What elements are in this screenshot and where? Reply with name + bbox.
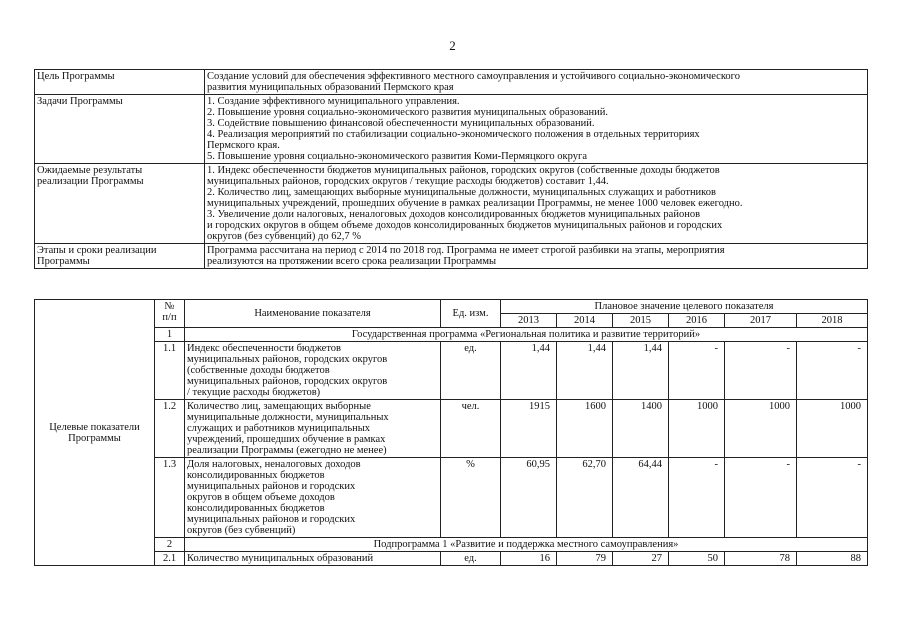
- header-unit-cell: Ед. изм.: [441, 300, 501, 328]
- value-cell: 1915: [501, 400, 557, 458]
- passport-text-line: муниципальных районов, городских округов / текущие расходы бюджетов) составит 1,44.: [207, 176, 609, 187]
- indicator-row: [35, 458, 868, 538]
- unit-cell: %: [441, 458, 501, 538]
- indicator-name-line: / текущие расходы бюджетов): [187, 387, 321, 398]
- passport-value-cell: [205, 244, 868, 269]
- passport-label-cell: [35, 70, 205, 95]
- group-title-cell: Государственная программа «Региональная политика и развитие территорий»: [185, 328, 868, 342]
- passport-value-cell: [205, 164, 868, 244]
- passport-row: [35, 70, 868, 95]
- value-cell: 1000: [725, 400, 797, 458]
- passport-text-line: округов (без субвенций) до 62,7 %: [207, 231, 361, 242]
- indicator-name-line: муниципальных районов и городских: [187, 514, 356, 525]
- value-cell: -: [725, 458, 797, 538]
- indicator-name-cell: [185, 342, 441, 400]
- indicator-name-cell: [185, 552, 441, 566]
- indicator-name-line: округов (без субвенций): [187, 525, 296, 536]
- header-num-cell: [155, 300, 185, 328]
- indicator-name-line: Доля налоговых, неналоговых доходов: [187, 459, 361, 470]
- value-cell: 1600: [557, 400, 613, 458]
- indicator-name-line: Индекс обеспеченности бюджетов: [187, 343, 341, 354]
- indicator-name-line: муниципальных районов, городских округов: [187, 376, 388, 387]
- section-label-cell: [35, 300, 155, 566]
- indicator-name-line: реализации Программы (ежегодно не менее): [187, 445, 387, 456]
- year-header-cell: 2018: [797, 314, 868, 328]
- indicator-name-line: учреждений, прошедших обучение в рамках: [187, 434, 386, 445]
- indicator-name-line: муниципальных районов, городских округов: [187, 354, 388, 365]
- passport-row: [35, 164, 868, 244]
- indicator-name-line: Количество муниципальных образований: [187, 553, 374, 564]
- group-row: [35, 538, 868, 552]
- passport-row: [35, 244, 868, 269]
- passport-text-line: 1. Создание эффективного муниципального управления.: [207, 96, 460, 107]
- unit-cell: чел.: [441, 400, 501, 458]
- passport-label: Этапы и сроки реализации: [37, 245, 157, 256]
- header-name-cell: Наименование показателя: [185, 300, 441, 328]
- value-cell: 1,44: [613, 342, 669, 400]
- page-number: 2: [449, 38, 456, 53]
- passport-text-line: Пермского края.: [207, 140, 280, 151]
- year-header-cell: 2014: [557, 314, 613, 328]
- indicator-name-line: консолидированных бюджетов: [187, 470, 325, 481]
- value-cell: 1,44: [557, 342, 613, 400]
- passport-text-line: развития муниципальных образований Пермского края: [207, 82, 454, 93]
- year-header-cell: 2016: [669, 314, 725, 328]
- indicator-name-line: консолидированных бюджетов: [187, 503, 325, 514]
- indicator-name-line: служащих и работников муниципальных: [187, 423, 371, 434]
- year-header-cell: 2015: [613, 314, 669, 328]
- indicator-name-cell: [185, 400, 441, 458]
- indicator-row: [35, 552, 868, 566]
- passport-text-line: 1. Индекс обеспеченности бюджетов муниципальных районов, городских округов (собственные доходы бюджетов: [207, 165, 720, 176]
- target-indicators-table: [34, 299, 868, 566]
- value-cell: 1000: [797, 400, 868, 458]
- header-num: п/п: [162, 312, 177, 323]
- passport-text-line: Создание условий для обеспечения эффективного местного самоуправления и устойчивого социально-экономического: [207, 71, 740, 82]
- indicator-name-cell: [185, 458, 441, 538]
- year-header-cell: 2013: [501, 314, 557, 328]
- indicator-row: [35, 400, 868, 458]
- row-num-cell: 1.3: [155, 458, 185, 538]
- row-num-cell: 1.2: [155, 400, 185, 458]
- row-num-cell: 2: [155, 538, 185, 552]
- value-cell: 78: [725, 552, 797, 566]
- value-cell: 27: [613, 552, 669, 566]
- year-header-cell: 2017: [725, 314, 797, 328]
- passport-label: Цель Программы: [37, 71, 115, 82]
- section-label: Целевые показатели: [49, 421, 140, 433]
- passport-text-line: муниципальных учреждений, прошедших обучение в рамках реализации Программы, не менее 1000 человек ежегодно.: [207, 198, 743, 209]
- header-num: №: [164, 301, 175, 312]
- passport-text-line: и городских округов в общем объеме доходов консолидированных бюджетов муниципальных районов и городских: [207, 220, 723, 231]
- row-num-cell: 1: [155, 328, 185, 342]
- indicator-row: [35, 342, 868, 400]
- passport-text-line: 4. Реализация мероприятий по стабилизации социально-экономического положения в отдельных территориях: [207, 129, 700, 140]
- unit-cell: ед.: [441, 552, 501, 566]
- value-cell: 88: [797, 552, 868, 566]
- indicators-header-row: [35, 300, 868, 314]
- value-cell: -: [669, 342, 725, 400]
- passport-value-cell: [205, 95, 868, 164]
- passport-label: реализации Программы: [37, 176, 144, 187]
- value-cell: 16: [501, 552, 557, 566]
- value-cell: 79: [557, 552, 613, 566]
- passport-text-line: 3. Содействие повышению финансовой обеспеченности муниципальных образований.: [207, 118, 595, 129]
- unit-cell: ед.: [441, 342, 501, 400]
- indicator-name-line: муниципальных районов и городских: [187, 481, 356, 492]
- group-row: [35, 328, 868, 342]
- passport-label: Ожидаемые результаты: [37, 165, 143, 176]
- value-cell: 64,44: [613, 458, 669, 538]
- value-cell: -: [725, 342, 797, 400]
- indicator-name-line: муниципальные должности, муниципальных: [187, 412, 389, 423]
- section-label: Программы: [68, 432, 121, 444]
- row-num-cell: 1.1: [155, 342, 185, 400]
- value-cell: 60,95: [501, 458, 557, 538]
- indicator-name-line: (собственные доходы бюджетов: [187, 365, 330, 376]
- value-cell: -: [669, 458, 725, 538]
- passport-label: Задачи Программы: [37, 96, 123, 107]
- value-cell: 1000: [669, 400, 725, 458]
- value-cell: 62,70: [557, 458, 613, 538]
- value-cell: 1400: [613, 400, 669, 458]
- header-planned-cell: Плановое значение целевого показателя: [501, 300, 868, 314]
- program-passport-table: [34, 69, 868, 269]
- passport-text-line: 2. Повышение уровня социально-экономического развития муниципальных образований.: [207, 107, 608, 118]
- passport-text-line: Программа рассчитана на период с 2014 по 2018 год. Программа не имеет строгой разбивки на этапы, мероприятия: [207, 245, 725, 256]
- passport-label: Программы: [37, 256, 90, 267]
- passport-value-cell: [205, 70, 868, 95]
- passport-label-cell: [35, 95, 205, 164]
- passport-label-cell: [35, 244, 205, 269]
- value-cell: 50: [669, 552, 725, 566]
- row-num-cell: 2.1: [155, 552, 185, 566]
- passport-label-cell: [35, 164, 205, 244]
- value-cell: -: [797, 458, 868, 538]
- value-cell: -: [797, 342, 868, 400]
- passport-text-line: реализуются на протяжении всего срока реализации Программы: [207, 256, 497, 267]
- passport-row: [35, 95, 868, 164]
- indicator-name-line: округов в общем объеме доходов: [187, 492, 335, 503]
- passport-text-line: 5. Повышение уровня социально-экономического развития Коми-Пермяцкого округа: [207, 151, 587, 162]
- value-cell: 1,44: [501, 342, 557, 400]
- passport-text-line: 3. Увеличение доли налоговых, неналоговых доходов консолидированных бюджетов муниципальных районов: [207, 209, 701, 220]
- indicator-name-line: Количество лиц, замещающих выборные: [187, 401, 371, 412]
- group-title-cell: Подпрограмма 1 «Развитие и поддержка местного самоуправления»: [185, 538, 868, 552]
- passport-text-line: 2. Количество лиц, замещающих выборные муниципальные должности, муниципальных служащих и работников: [207, 187, 716, 198]
